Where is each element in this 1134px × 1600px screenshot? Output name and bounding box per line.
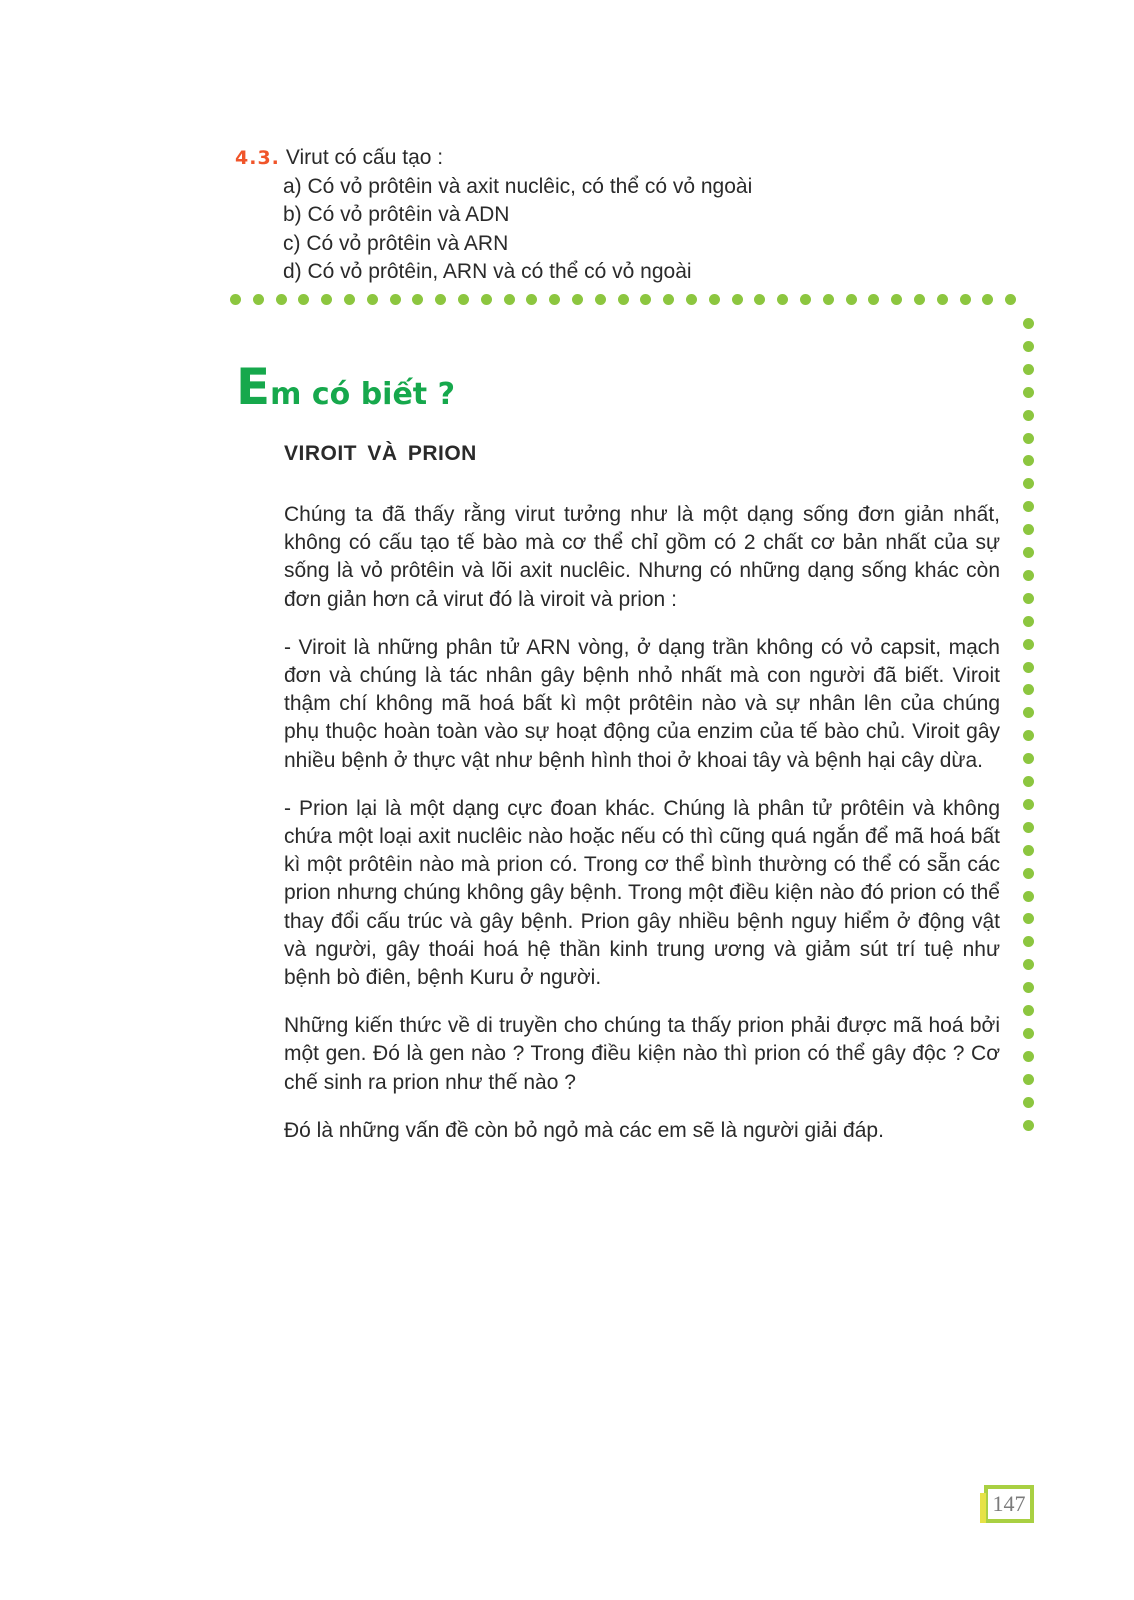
box-heading-initial: E [236,358,270,416]
border-dot [1023,433,1034,444]
border-dot [230,294,241,305]
border-dot [868,294,879,305]
border-dot [549,294,560,305]
border-dot [1023,982,1034,993]
border-dot [1023,341,1034,352]
section-title: VIROIT VÀ PRION [284,442,477,465]
border-dot [1023,730,1034,741]
question-stem-line [235,144,935,173]
page-number: 147 [984,1485,1034,1523]
question-number: 4.3. [235,147,280,169]
border-dot [344,294,355,305]
question-option-b: b) Có vỏ prôtêin và ADN [283,203,510,226]
border-dot [321,294,332,305]
border-dot [686,294,697,305]
paragraph-genetics: Những kiến thức về di truyền cho chúng ta thấy prion phải được mã hoá bởi một gen. Đó là gen nào ? Trong điều kiện nào thì prion có thể gây độc ? Cơ chế sinh ra prion như thế nào ? [284,1014,1000,1094]
border-dot [1023,868,1034,879]
dotted-border-right [1023,300,1035,1136]
border-dot [1023,1120,1034,1131]
border-dot [1023,616,1034,627]
border-dot [572,294,583,305]
border-dot [1023,776,1034,787]
border-dot [1023,524,1034,535]
border-dot [595,294,606,305]
border-dot [823,294,834,305]
border-dot [1023,684,1034,695]
border-dot [1023,1097,1034,1108]
border-dot [1023,387,1034,398]
question-stem: Virut có cấu tạo : [285,146,444,169]
border-dot [960,294,971,305]
border-dot [914,294,925,305]
border-dot [504,294,515,305]
border-dot [1023,501,1034,512]
border-dot [1023,1051,1034,1062]
border-dot [1023,547,1034,558]
border-dot [390,294,401,305]
border-dot [481,294,492,305]
border-dot [1023,913,1034,924]
border-dot [1023,959,1034,970]
border-dot [1023,1028,1034,1039]
border-dot [800,294,811,305]
border-dot [1005,294,1016,305]
question-4-3 [235,144,935,287]
border-dot [367,294,378,305]
border-dot [1023,318,1034,329]
border-dot [1023,570,1034,581]
border-dot [1023,593,1034,604]
border-dot [1023,845,1034,856]
border-dot [754,294,765,305]
border-dot [1023,753,1034,764]
border-dot [891,294,902,305]
border-dot [526,294,537,305]
border-dot [458,294,469,305]
border-dot [640,294,651,305]
border-dot [1023,639,1034,650]
question-option-c: c) Có vỏ prôtêin và ARN [283,231,509,255]
border-dot [1023,1074,1034,1085]
border-dot [1023,410,1034,421]
border-dot [1023,1005,1034,1016]
border-dot [1023,707,1034,718]
border-dot [253,294,264,305]
paragraph-conclusion: Đó là những vấn đề còn bỏ ngỏ mà các em sẽ là người giải đáp. [284,1118,884,1142]
question-option-d: d) Có vỏ prôtêin, ARN và có thể có vỏ ngoài [283,260,692,283]
box-body [284,501,1000,1165]
border-dot [1023,891,1034,902]
border-dot [982,294,993,305]
border-dot [1023,799,1034,810]
border-dot [435,294,446,305]
border-dot [1023,662,1034,673]
border-dot [412,294,423,305]
border-dot [618,294,629,305]
border-dot [1023,936,1034,947]
border-dot [663,294,674,305]
border-dot [1023,822,1034,833]
border-dot [298,294,309,305]
border-dot [846,294,857,305]
border-dot [1023,455,1034,466]
paragraph-prion: - Prion lại là một dạng cực đoan khác. Chúng là phân tử prôtêin và không chứa một loại axit nuclêic nào hoặc nếu có thì cũng quá ngắn để mã hoá bất kì một prôtêin nào mà prion có. Trong cơ thể bình thường có thể có sẵn các prion nhưng chúng không gây bệnh. Trong một điều kiện nào đó prion có thể thay đổi cấu trúc và gây bệnh. Prion gây nhiều bệnh nguy hiểm ở động vật và người, gây thoái hoá hệ thần kinh trung ương và giảm sút trí tuệ như bệnh bò điên, bệnh Kuru ở người. [284,796,1000,990]
question-option-a: a) Có vỏ prôtêin và axit nuclêic, có thể có vỏ ngoài [283,174,753,198]
border-dot [709,294,720,305]
border-dot [276,294,287,305]
paragraph-intro: Chúng ta đã thấy rằng virut tưởng như là một dạng sống đơn giản nhất, không có cấu tạo tế bào mà cơ thể chỉ gồm có 2 chất cơ bản nhất của sự sống là vỏ prôtêin và lõi axit nuclêic. Nhưng có những dạng sống khác còn đơn giản hơn cả virut đó là viroit và prion : [284,503,1000,611]
border-dot [777,294,788,305]
border-dot [1023,364,1034,375]
box-heading-rest: m có biết ? [270,377,455,412]
dotted-border-top [230,294,1040,306]
border-dot [732,294,743,305]
paragraph-viroit: - Viroit là những phân tử ARN vòng, ở dạng trần không có vỏ capsit, mạch đơn và chúng là tác nhân gây bệnh nhỏ nhất mà con người đã biết. Viroit thậm chí không mã hoá bất kì một prôtêin nào và sự nhân lên của chúng phụ thuộc hoàn toàn vào sự hoạt động của enzim của tế bào chủ. Viroit gây nhiều bệnh ở thực vật như bệnh hình thoi ở khoai tây và bệnh hại cây dừa. [284,635,1000,772]
box-heading [236,358,455,416]
border-dot [1023,478,1034,489]
border-dot [937,294,948,305]
